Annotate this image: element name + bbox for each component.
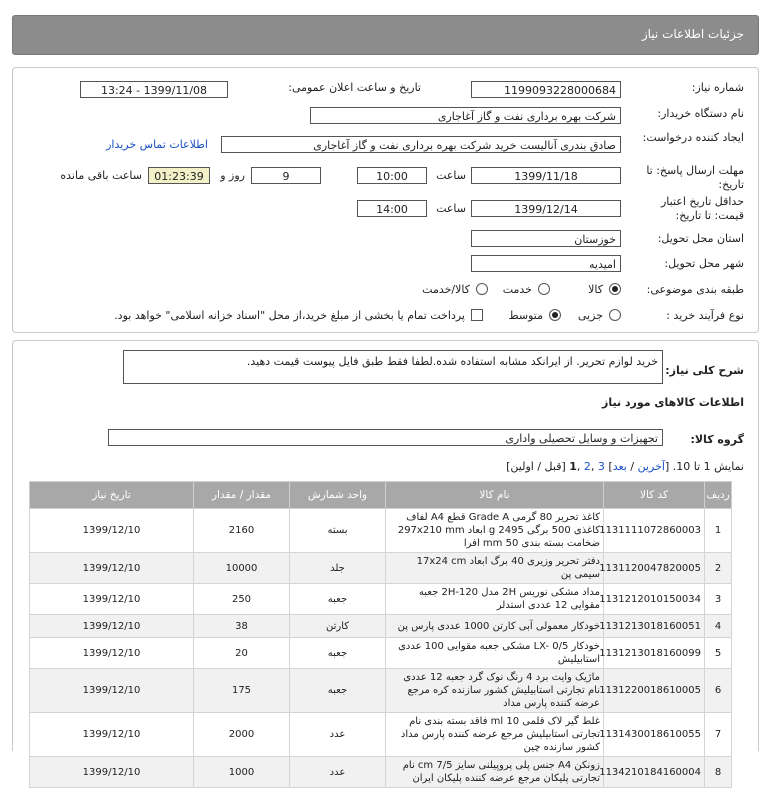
pagination-page-2[interactable]: 2	[583, 460, 591, 473]
col-date-header: تاریخ نیاز	[30, 482, 194, 509]
row-number: 7	[705, 713, 732, 757]
category-radio-goods-service[interactable]	[476, 283, 488, 295]
process-radio-medium[interactable]	[549, 309, 561, 321]
goods-name: غلط گیر لاک قلمی ml 10 فاقد بسته بندی نام تجارتی استابیلیش مرجع عرضه کننده پارس مداد کشور سازنده چین	[386, 713, 604, 757]
goods-table	[29, 481, 732, 788]
goods-unit: عدد	[290, 713, 386, 757]
announce-field: 1399/11/08 - 13:24	[80, 81, 228, 98]
row-number: 1	[705, 509, 732, 553]
table-row[interactable]	[30, 669, 732, 713]
goods-name: مداد مشکی نوریس 2H مدل 120-2H جعبه مقوایی 12 عددی استدلر	[386, 584, 604, 615]
col-qty-header: مقدار / مقدار	[194, 482, 290, 509]
goods-qty: 1000	[194, 757, 290, 788]
need-date: 1399/12/10	[30, 553, 194, 584]
goods-code: 1131120047820005	[604, 553, 705, 584]
deadline-time-label: ساعت	[436, 169, 466, 182]
row-number: 5	[705, 638, 732, 669]
process-radio-minor[interactable]	[609, 309, 621, 321]
need-date: 1399/12/10	[30, 584, 194, 615]
goods-code: 1134210184160004	[604, 757, 705, 788]
need-date: 1399/12/10	[30, 757, 194, 788]
province-label: استان محل تحویل:	[657, 232, 744, 245]
goods-name: خودکار LX- 0/5 مشکی جعبه مقوایی 100 عددی استابیلیش	[386, 638, 604, 669]
table-row[interactable]	[30, 615, 732, 638]
table-header-row	[30, 482, 732, 509]
deadline-time-field: 10:00	[357, 167, 427, 184]
province-field: خوزستان	[471, 230, 621, 247]
category-radio-service[interactable]	[538, 283, 550, 295]
col-unit-header: واحد شمارش	[290, 482, 386, 509]
process-minor-label: جزیی	[577, 309, 603, 322]
goods-unit: جعبه	[290, 584, 386, 615]
row-number: 3	[705, 584, 732, 615]
pagination-suffix: [قبل / اولین]	[506, 460, 566, 473]
goods-unit: جلد	[290, 553, 386, 584]
goods-name: زونکن A4 جنس پلی پروپیلنی سایز cm 7/5 نام تجارتی پلیکان مرجع عرضه کننده پلیکان ایران	[386, 757, 604, 788]
goods-name: ماژیک وایت برد 4 رنگ نوک گرد جعبه 12 عددی نام تجارتی استابیلیش کشور سازنده کره مرجع عرضه کننده پارس مداد	[386, 669, 604, 713]
treasury-payment-note: پرداخت تمام یا بخشی از مبلغ خرید،از محل "اسناد خزانه اسلامی" خواهد بود.	[114, 309, 465, 322]
need-date: 1399/12/10	[30, 713, 194, 757]
goods-qty: 2000	[194, 713, 290, 757]
days-label: روز و	[220, 169, 245, 182]
col-code-header: کد کالا	[604, 482, 705, 509]
page-title: جزئیات اطلاعات نیاز	[641, 27, 744, 41]
process-label: نوع فرآیند خرید :	[666, 309, 744, 322]
goods-unit: عدد	[290, 757, 386, 788]
goods-code: 1131111072860003	[604, 509, 705, 553]
category-radio-goods[interactable]	[609, 283, 621, 295]
goods-code: 1131213018160051	[604, 615, 705, 638]
goods-code: 1131220018610005	[604, 669, 705, 713]
goods-qty: 175	[194, 669, 290, 713]
need-date: 1399/12/10	[30, 638, 194, 669]
need-number-field: 1199093228000684	[471, 81, 621, 98]
goods-qty: 2160	[194, 509, 290, 553]
goods-name: کاغذ تحریر 80 گرمی Grade A قطع A4 لفاف کاغذی 500 برگی 2495 g ابعاد 297x210 mm ضخامت بسته بندی 50 mm افرا	[386, 509, 604, 553]
contact-buyer-link[interactable]: اطلاعات تماس خریدار	[106, 138, 208, 151]
category-label: طبقه بندی موضوعی:	[646, 283, 744, 296]
validity-time-label: ساعت	[436, 202, 466, 215]
goods-name: دفتر تحریر وزیری 40 برگ ابعاد 17x24 cm سیمی پن	[386, 553, 604, 584]
goods-name: خودکار معمولی آبی کارتن 1000 عددی پارس پن	[386, 615, 604, 638]
row-number: 4	[705, 615, 732, 638]
category-service-label: خدمت	[502, 283, 532, 296]
pagination: نمایش 1 تا 10. [آخرین / بعد] 3 ,2 ,1 [قبل / اولین]	[506, 460, 744, 473]
validity-time-field: 14:00	[357, 200, 427, 217]
remaining-label: ساعت باقی مانده	[60, 169, 142, 182]
deadline-label: مهلت ارسال پاسخ: تا تاریخ:	[646, 164, 744, 191]
need-date: 1399/12/10	[30, 615, 194, 638]
category-goods-label: کالا	[588, 283, 603, 296]
need-date: 1399/12/10	[30, 509, 194, 553]
table-row[interactable]	[30, 757, 732, 788]
description-box: خرید لوازم تحریر. از ایرانکد مشابه استفاده شده.لطفا فقط طبق فایل پیوست قیمت دهید.	[123, 350, 663, 384]
row-number: 6	[705, 669, 732, 713]
goods-qty: 10000	[194, 553, 290, 584]
pagination-next-link[interactable]: بعد	[612, 460, 627, 473]
goods-qty: 250	[194, 584, 290, 615]
description-label: شرح کلی نیاز:	[665, 364, 744, 377]
treasury-payment-checkbox[interactable]	[471, 309, 483, 321]
col-row-header: ردیف	[705, 482, 732, 509]
goods-unit: جعبه	[290, 638, 386, 669]
page-header	[12, 15, 759, 55]
creator-label: ایجاد کننده درخواست:	[642, 131, 744, 144]
goods-unit: کارتن	[290, 615, 386, 638]
goods-qty: 20	[194, 638, 290, 669]
validity-date-field: 1399/12/14	[471, 200, 621, 217]
pagination-page-1: 1	[569, 460, 577, 473]
pagination-last-link[interactable]: آخرین	[637, 460, 665, 473]
category-goods-service-label: کالا/خدمت	[422, 283, 470, 296]
remaining-time-field: 01:23:39	[148, 167, 210, 184]
table-row[interactable]	[30, 553, 732, 584]
process-medium-label: متوسط	[508, 309, 543, 322]
goods-unit: بسته	[290, 509, 386, 553]
col-name-header: نام کالا	[386, 482, 604, 509]
validity-label: حداقل تاریخ اعتبار قیمت: تا تاریخ:	[660, 195, 744, 222]
city-field: امیدیه	[471, 255, 621, 272]
city-label: شهر محل تحویل:	[664, 257, 744, 270]
buyer-label: نام دستگاه خریدار:	[657, 107, 744, 120]
goods-info-heading: اطلاعات کالاهای مورد نیاز	[602, 396, 744, 409]
buyer-field: شرکت بهره برداری نفت و گاز آغاجاری	[310, 107, 621, 124]
days-field: 9	[251, 167, 321, 184]
goods-code: 1131212010150034	[604, 584, 705, 615]
goods-code: 1131430018610055	[604, 713, 705, 757]
table-row[interactable]	[30, 638, 732, 669]
announce-label: تاریخ و ساعت اعلان عمومی:	[288, 81, 421, 94]
need-date: 1399/12/10	[30, 669, 194, 713]
pagination-page-3[interactable]: 3	[597, 460, 605, 473]
row-number: 2	[705, 553, 732, 584]
goods-group-field: تجهیزات و وسایل تحصیلی واداری	[108, 429, 663, 446]
goods-unit: جعبه	[290, 669, 386, 713]
need-number-label: شماره نیاز:	[691, 81, 744, 94]
deadline-date-field: 1399/11/18	[471, 167, 621, 184]
table-row[interactable]	[30, 713, 732, 757]
need-info-panel	[12, 67, 759, 333]
goods-group-label: گروه کالا:	[690, 433, 744, 446]
goods-qty: 38	[194, 615, 290, 638]
pagination-prefix: نمایش 1 تا 10. [	[664, 460, 744, 473]
table-row[interactable]	[30, 509, 732, 553]
goods-code: 1131213018160099	[604, 638, 705, 669]
table-row[interactable]	[30, 584, 732, 615]
creator-field: صادق بندری آنالیست خرید شرکت بهره برداری نفت و گاز آغاجاری	[221, 136, 621, 153]
row-number: 8	[705, 757, 732, 788]
